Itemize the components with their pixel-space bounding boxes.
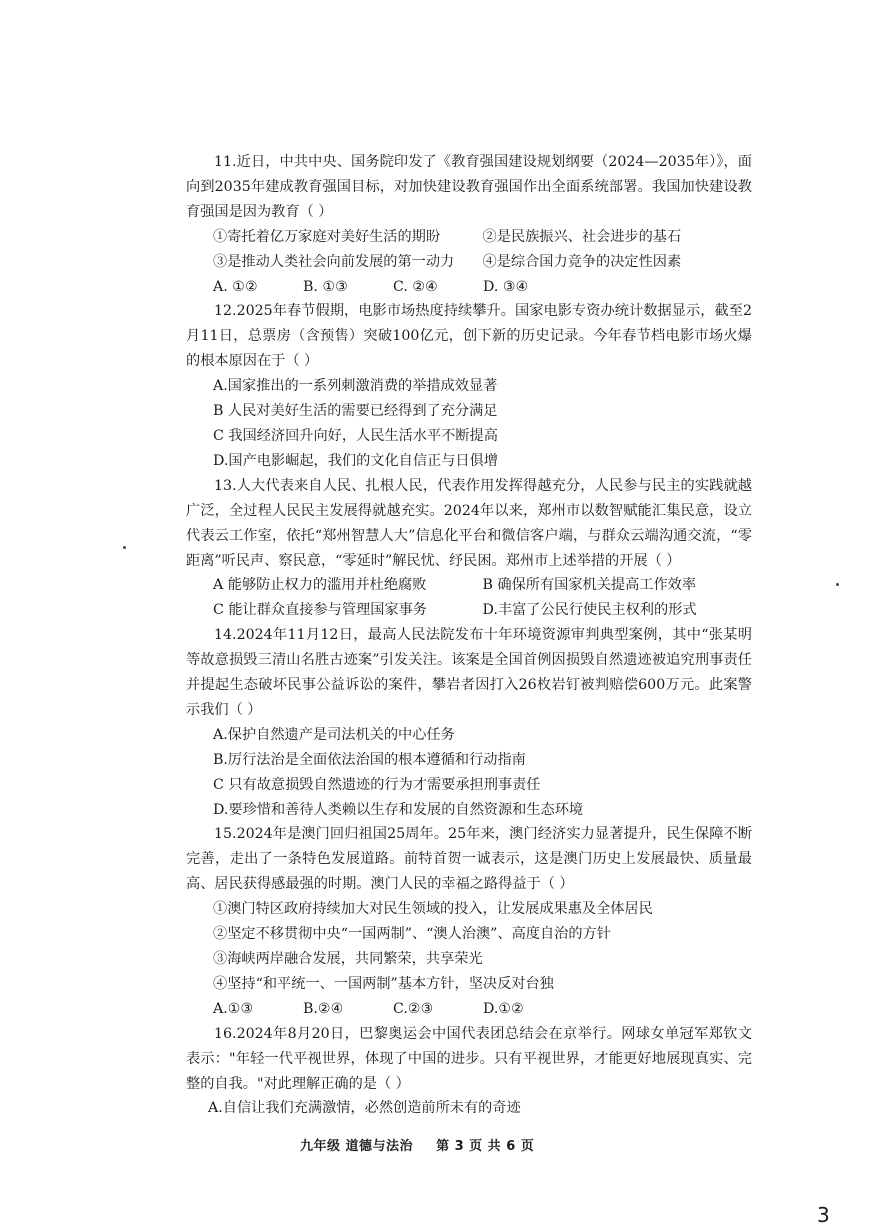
scan-speck: [836, 583, 839, 586]
page-footer: [300, 1135, 552, 1154]
footer-grade-subject: 九年级 道德与法治: [300, 1139, 414, 1154]
statement: ③海峡两岸融合发展，共同繁荣，共享荣光: [213, 951, 483, 967]
question-14-option-d: D.要珍惜和善待人类赖以生存和发展的自然资源和生态环境: [213, 801, 584, 818]
choice-d: D. ③④: [483, 278, 529, 295]
question-12-option-d: D.国产电影崛起，我们的文化自信正与日俱增: [213, 452, 498, 469]
statement: ①澳门特区政府持续加大对民生领域的投入，让发展成果惠及全体居民: [213, 901, 653, 918]
question-14-stem: 14.2024年11月12日，最高人民法院发布十年环境资源审判典型案例，其中“张某明等故意损毁三清山名胜古迹案”引发关注。该案是全国首例因损毁自然遗迹被追究刑事责任并提起生态破坏民事公益诉讼的案件，攀岩者因打入26枚岩钉被判赔偿600万元。此案警示我们（ ）: [186, 627, 752, 718]
question-15-stem: 15.2024年是澳门回归祖国25周年。25年来，澳门经济实力显著提升，民生保障不断完善，走出了一条特色发展道路。前特首贺一诚表示，这是澳门历史上发展最快、质量最高、居民获得感最强的时期。澳门人民的幸福之路得益于（ ）: [186, 826, 752, 893]
question-13-option-c: C 能让群众直接参与管理国家事务: [213, 602, 427, 619]
statement: ②是民族振兴、社会进步的基石: [482, 228, 682, 245]
question-12-option-c: C 我国经济回升向好，人民生活水平不断提高: [213, 427, 498, 444]
choice-b: B. ①③: [303, 278, 348, 295]
question-16-stem: 16.2024年8月20日，巴黎奥运会中国代表团总结会在京举行。网球女单冠军郑钦文表示："年轻一代平视世界，体现了中国的进步。只有平视世界，才能更好地展现真实、完整的自我。"对此理解正确的是（ ）: [186, 1025, 752, 1092]
question-11-choices: [186, 275, 752, 300]
question-13-option-d: D.丰富了公民行使民主权利的形式: [482, 602, 697, 619]
question-13-options-row-2: [186, 598, 752, 623]
choice-b: B.②④: [303, 1000, 344, 1017]
choice-a: A.①③: [213, 1000, 254, 1017]
statement: ①寄托着亿万家庭对美好生活的期盼: [213, 228, 441, 245]
statement: ④坚持“和平统一、一国两制”基本方针，坚决反对台独: [213, 975, 554, 992]
question-11-statements-row-2: [186, 250, 752, 275]
question-12-stem: 12.2025年春节假期，电影市场热度持续攀升。国家电影专资办统计数据显示，截至2月11日，总票房（含预售）突破100亿元，创下新的历史记录。今年春节档电影市场火爆的根本原因在于（ ）: [186, 303, 752, 370]
question-12-option-a: A.国家推出的一系列刺激消费的举措成效显著: [213, 378, 498, 395]
corner-page-number: 3: [817, 1203, 830, 1227]
exam-page: [186, 150, 752, 1121]
scan-speck: [123, 546, 126, 549]
question-13-options-row-1: [186, 573, 752, 598]
question-13-stem: 13.人大代表来自人民、扎根人民，代表作用发挥得越充分，人民参与民主的实践就越广泛，全过程人民民主发展得就越充实。2024年以来，郑州市以数智赋能汇集民意，设立代表云工作室，依托“郑州智慧人大”信息化平台和微信客户端，与群众云端沟通交流，“零距离”听民声、察民意，“零延时”解民忧、纾民困。郑州市上述举措的开展（ ）: [186, 477, 752, 569]
question-14-option-c: C 只有故意损毁自然遗迹的行为才需要承担刑事责任: [213, 776, 541, 793]
question-13-option-b: B 确保所有国家机关提高工作效率: [482, 577, 697, 594]
footer-page-info: 第 3 页 共 6 页: [436, 1139, 535, 1154]
choice-c: C.②③: [393, 1000, 434, 1017]
question-13-option-a: A 能够防止权力的滥用并杜绝腐败: [213, 577, 427, 594]
statement: ③是推动人类社会向前发展的第一动力: [213, 253, 455, 270]
statement: ②坚定不移贯彻中央“一国两制”、“澳人治澳”、高度自治的方针: [213, 926, 611, 943]
question-11-stem: 11.近日，中共中央、国务院印发了《教育强国建设规划纲要（2024—2035年）》，面向到2035年建成教育强国目标，对加快建设教育强国作出全面系统部署。我国加快建设教育强国是因为教育（ ）: [186, 154, 752, 220]
question-12-option-b: B 人民对美好生活的需要已经得到了充分满足: [213, 403, 498, 420]
question-15-choices: [186, 997, 752, 1022]
choice-a: A. ①②: [213, 278, 258, 295]
choice-d: D.①②: [483, 1000, 524, 1017]
statement: ④是综合国力竞争的决定性因素: [482, 253, 682, 270]
choice-c: C. ②④: [393, 278, 438, 295]
question-11-statements-row-1: [186, 225, 752, 250]
question-14-option-b: B.厉行法治是全面依法治国的根本遵循和行动指南: [213, 751, 526, 768]
question-16-option-a: A.自信让我们充满激情，必然创造前所未有的奇迹: [208, 1100, 521, 1117]
question-14-option-a: A.保护自然遗产是司法机关的中心任务: [213, 726, 455, 743]
